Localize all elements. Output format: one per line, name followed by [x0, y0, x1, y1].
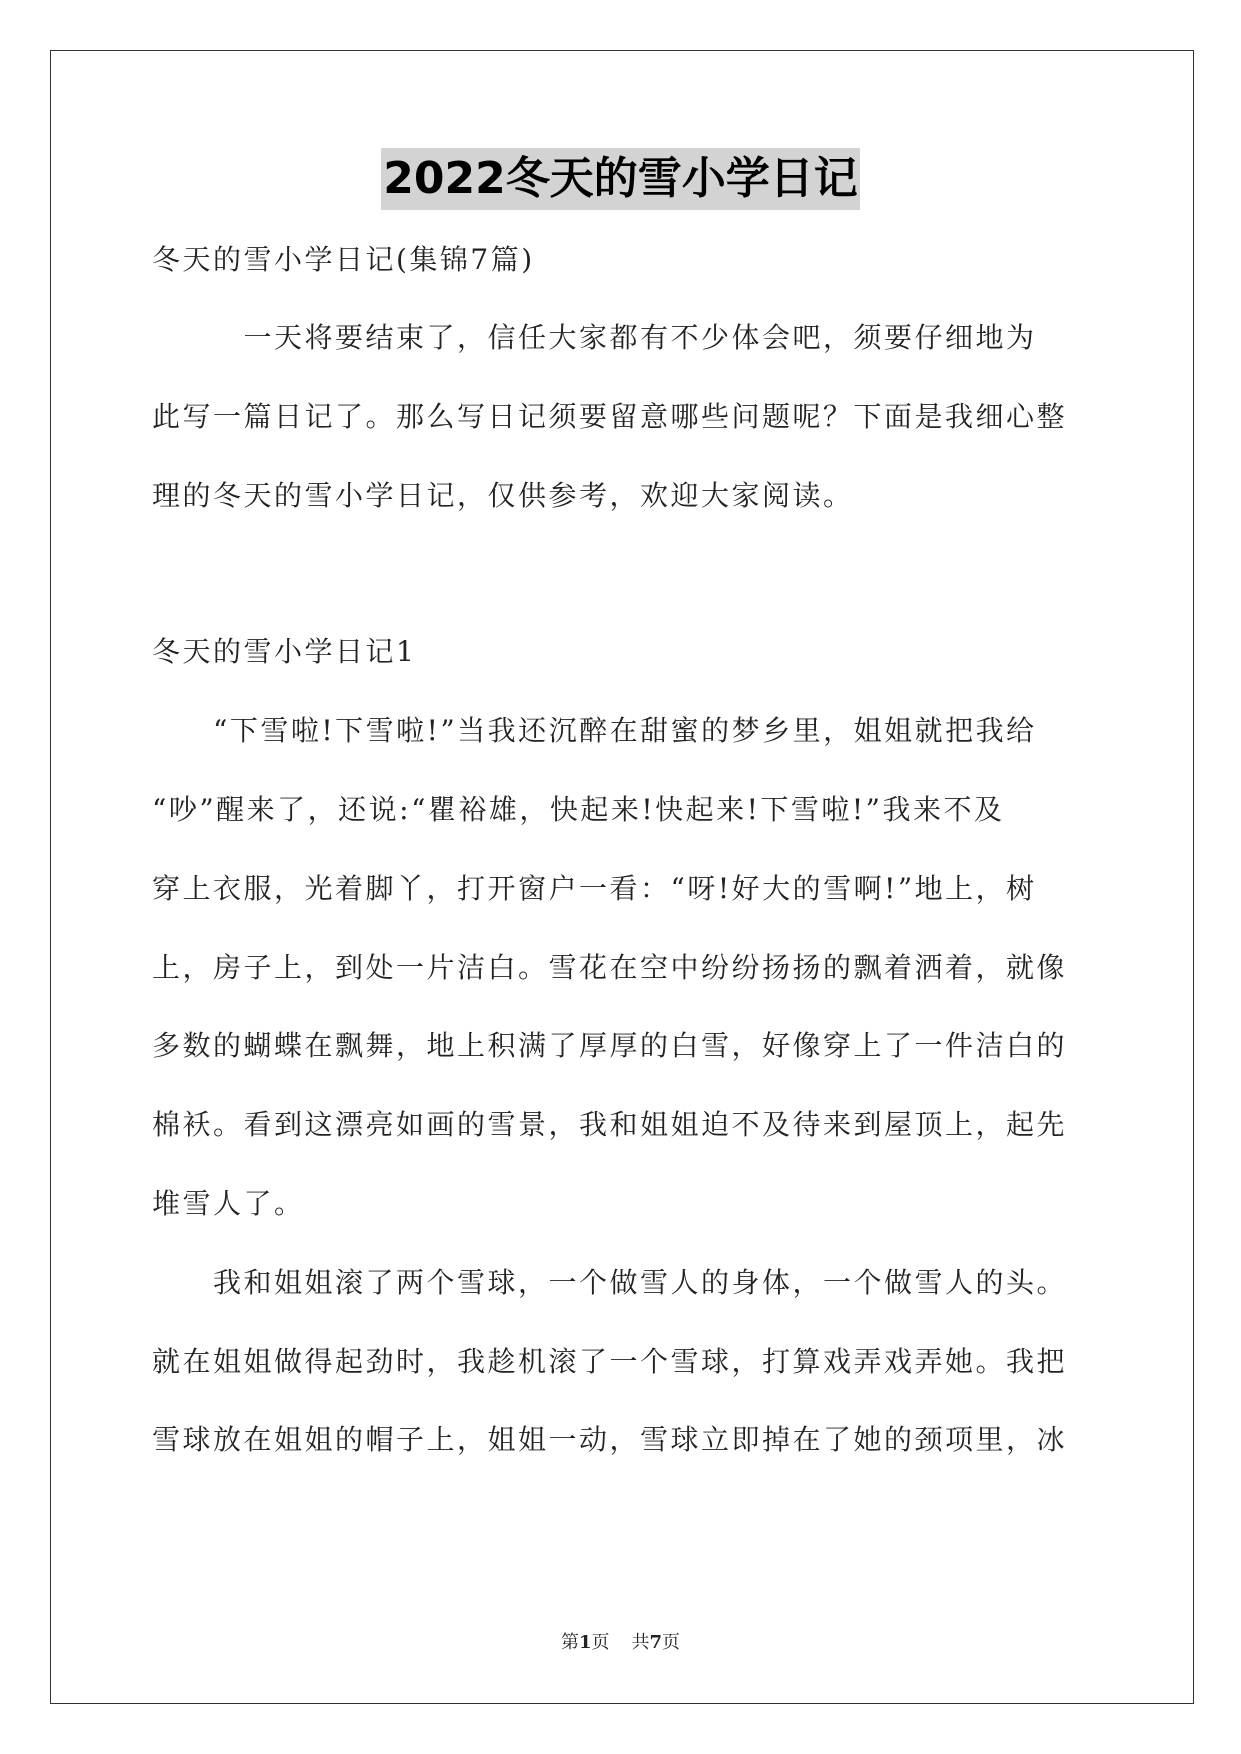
document-title: 2022冬天的雪小学日记	[381, 148, 859, 210]
page-total: 7	[649, 1632, 663, 1653]
body-line: “下雪啦!下雪啦!”当我还沉醉在甜蜜的梦乡里，姐姐就把我给	[152, 714, 1037, 747]
section-heading: 冬天的雪小学日记1	[152, 635, 417, 668]
subtitle-line: 冬天的雪小学日记(集锦7篇)	[152, 243, 535, 276]
body-line: 多数的蝴蝶在飘舞，地上积满了厚厚的白雪，好像穿上了一件洁白的	[152, 1029, 1068, 1062]
body-line: 就在姐姐做得起劲时，我趁机滚了一个雪球，打算戏弄戏弄她。我把	[152, 1345, 1068, 1378]
body-line: 上，房子上，到处一片洁白。雪花在空中纷纷扬扬的飘着洒着，就像	[152, 951, 1068, 984]
page-footer	[0, 1628, 1241, 1654]
page-current: 1	[578, 1632, 592, 1653]
body-line: 我和姐姐滚了两个雪球，一个做雪人的身体，一个做雪人的头。	[152, 1266, 1068, 1299]
page-suffix: 页	[591, 1632, 610, 1653]
body-line: 雪球放在姐姐的帽子上，姐姐一动，雪球立即掉在了她的颈项里，冰	[152, 1423, 1068, 1456]
total-prefix: 共	[631, 1632, 650, 1653]
body-line: 此写一篇日记了。那么写日记须要留意哪些问题呢？下面是我细心整	[152, 400, 1068, 433]
title-wrap	[0, 148, 1241, 210]
page-prefix: 第	[560, 1632, 579, 1653]
body-line: 棉袄。看到这漂亮如画的雪景，我和姐姐迫不及待来到屋顶上，起先	[152, 1108, 1068, 1141]
body-line: 堆雪人了。	[152, 1187, 305, 1220]
body-line: 理的冬天的雪小学日记，仅供参考，欢迎大家阅读。	[152, 479, 854, 512]
body-line: 穿上衣服，光着脚丫，打开窗户一看：“呀!好大的雪啊!”地上，树	[152, 872, 1037, 905]
total-suffix: 页	[662, 1632, 681, 1653]
body-line: “吵”醒来了，还说:“瞿裕雄，快起来!快起来!下雪啦!”我来不及	[152, 793, 1005, 826]
body-line: 一天将要结束了，信任大家都有不少体会吧，须要仔细地为	[152, 321, 1037, 354]
